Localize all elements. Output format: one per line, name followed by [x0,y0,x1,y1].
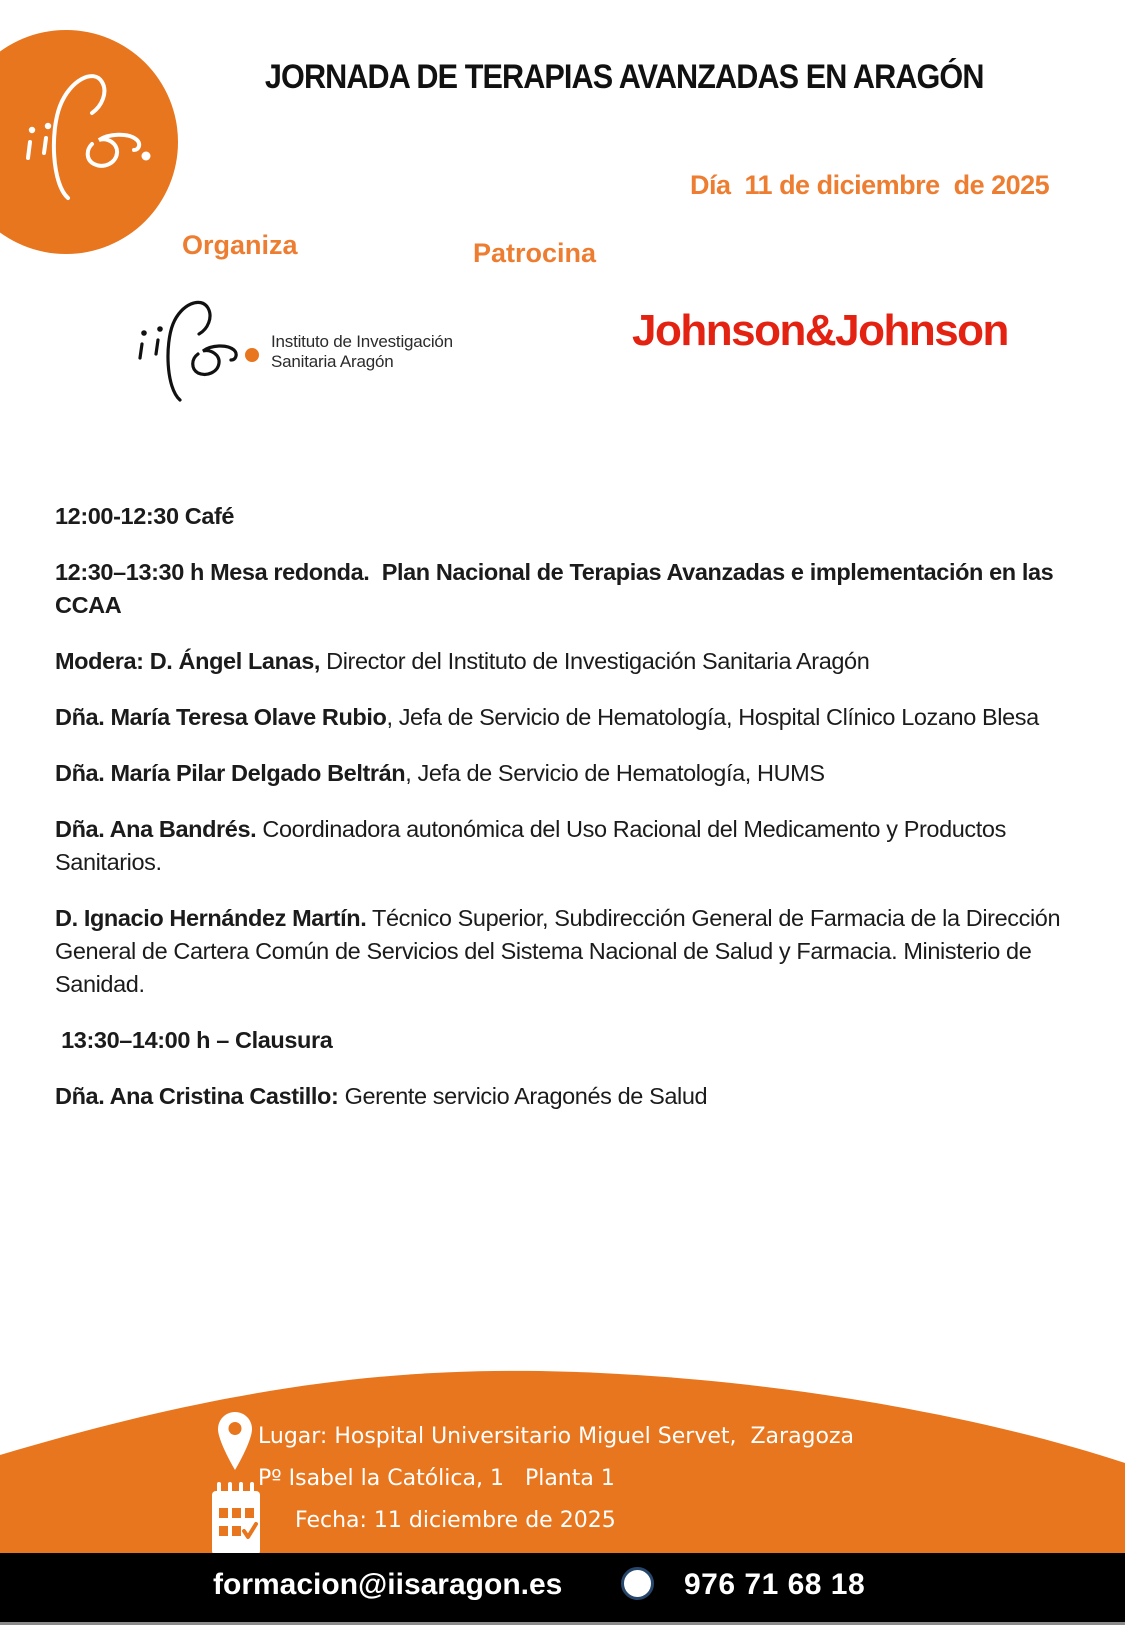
program-item: Dña. María Pilar Delgado Beltrán, Jefa de Servicio de Hematología, HUMS [55,760,825,786]
footer-date: Fecha: 11 diciembre de 2025 [295,1508,616,1533]
program-item: Modera: D. Ángel Lanas, Director del Instituto de Investigación Sanitaria Aragón [55,648,870,674]
contact-email: formacion@iisaragon.es [213,1568,563,1601]
program-item: Dña. Ana Cristina Castillo: Gerente servicio Aragonés de Salud [55,1083,708,1109]
phone-icon [621,1567,654,1600]
program-item: 13:30–14:00 h – Clausura [55,1027,333,1053]
program-item: Dña. María Teresa Olave Rubio, Jefa de Servicio de Hematología, Hospital Clínico Lozano Blesa [55,704,1039,730]
organizer-name-line1: Instituto de Investigación [271,332,453,351]
program-item: 12:00-12:30 Café [55,503,235,529]
iisa-logo-black [128,292,268,417]
organizer-name [271,332,453,372]
program-list [55,500,1075,1136]
jnj-logo: Johnson&Johnson [632,306,1008,355]
page-title: JORNADA DE TERAPIAS AVANZADAS EN ARAGÓN [264,58,984,96]
event-date: Día 11 de diciembre de 2025 [690,170,1050,200]
organizer-name-line2: Sanitaria Aragón [271,352,394,371]
footer-bar [0,1553,1125,1622]
patrocina-label: Patrocina [473,238,597,268]
program-item: D. Ignacio Hernández Martín. Técnico Superior, Subdirección General de Farmacia de la Dirección General de Cartera Común de Servicios del Sistema Nacional de Salud y Farmacia. Ministerio de Sanidad. [55,905,1067,997]
program-item: 12:30–13:30 h Mesa redonda. Plan Nacional de Terapias Avanzadas e implementación en las CCAA [55,559,1060,618]
calendar-icon [212,1482,260,1555]
program-item: Dña. Ana Bandrés. Coordinadora autonómica del Uso Racional del Medicamento y Productos Sanitarios. [55,816,1013,875]
location-line1: Lugar: Hospital Universitario Miguel Servet, Zaragoza [258,1424,855,1449]
location-line2: Pº Isabel la Católica, 1 Planta 1 [258,1466,615,1491]
location-pin-icon [218,1412,252,1470]
iisa-logo [0,20,180,270]
contact-phone: 976 71 68 18 [684,1568,866,1601]
organiza-label: Organiza [182,230,298,260]
